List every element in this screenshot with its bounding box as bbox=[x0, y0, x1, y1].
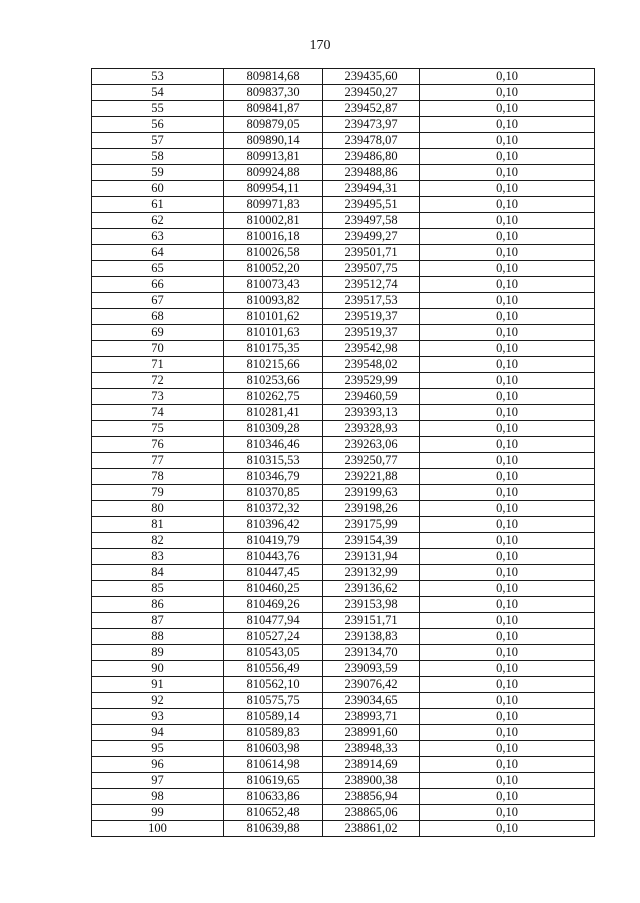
x-coordinate-cell: 810346,46 bbox=[224, 437, 323, 453]
table-row bbox=[92, 229, 595, 245]
y-coordinate-cell: 239501,71 bbox=[323, 245, 420, 261]
y-coordinate-cell: 239473,97 bbox=[323, 117, 420, 133]
accuracy-cell: 0,10 bbox=[420, 341, 595, 357]
page-number: 170 bbox=[309, 38, 331, 53]
table-row bbox=[92, 373, 595, 389]
y-coordinate-cell: 239134,70 bbox=[323, 645, 420, 661]
y-coordinate-cell: 239519,37 bbox=[323, 309, 420, 325]
y-coordinate-cell: 239512,74 bbox=[323, 277, 420, 293]
table-row bbox=[92, 245, 595, 261]
accuracy-cell: 0,10 bbox=[420, 229, 595, 245]
x-coordinate-cell: 810652,48 bbox=[224, 805, 323, 821]
accuracy-cell: 0,10 bbox=[420, 261, 595, 277]
y-coordinate-cell: 239393,13 bbox=[323, 405, 420, 421]
x-coordinate-cell: 810175,35 bbox=[224, 341, 323, 357]
table-row bbox=[92, 197, 595, 213]
accuracy-cell: 0,10 bbox=[420, 709, 595, 725]
coordinates-table bbox=[91, 68, 595, 837]
x-coordinate-cell: 810073,43 bbox=[224, 277, 323, 293]
x-coordinate-cell: 810460,25 bbox=[224, 581, 323, 597]
table-row bbox=[92, 325, 595, 341]
point-number-cell: 89 bbox=[92, 645, 224, 661]
x-coordinate-cell: 810543,05 bbox=[224, 645, 323, 661]
table-row bbox=[92, 613, 595, 629]
table-row bbox=[92, 629, 595, 645]
point-number-cell: 75 bbox=[92, 421, 224, 437]
x-coordinate-cell: 810469,26 bbox=[224, 597, 323, 613]
table-row bbox=[92, 309, 595, 325]
x-coordinate-cell: 810477,94 bbox=[224, 613, 323, 629]
x-coordinate-cell: 810002,81 bbox=[224, 213, 323, 229]
table-row bbox=[92, 117, 595, 133]
y-coordinate-cell: 238948,33 bbox=[323, 741, 420, 757]
accuracy-cell: 0,10 bbox=[420, 581, 595, 597]
table-row bbox=[92, 341, 595, 357]
accuracy-cell: 0,10 bbox=[420, 677, 595, 693]
table-row bbox=[92, 501, 595, 517]
x-coordinate-cell: 810443,76 bbox=[224, 549, 323, 565]
point-number-cell: 96 bbox=[92, 757, 224, 773]
point-number-cell: 77 bbox=[92, 453, 224, 469]
x-coordinate-cell: 810633,86 bbox=[224, 789, 323, 805]
table-row bbox=[92, 293, 595, 309]
y-coordinate-cell: 239494,31 bbox=[323, 181, 420, 197]
accuracy-cell: 0,10 bbox=[420, 309, 595, 325]
x-coordinate-cell: 810575,75 bbox=[224, 693, 323, 709]
accuracy-cell: 0,10 bbox=[420, 389, 595, 405]
point-number-cell: 67 bbox=[92, 293, 224, 309]
y-coordinate-cell: 239529,99 bbox=[323, 373, 420, 389]
point-number-cell: 54 bbox=[92, 85, 224, 101]
y-coordinate-cell: 239153,98 bbox=[323, 597, 420, 613]
table-row bbox=[92, 549, 595, 565]
point-number-cell: 59 bbox=[92, 165, 224, 181]
y-coordinate-cell: 239198,26 bbox=[323, 501, 420, 517]
accuracy-cell: 0,10 bbox=[420, 357, 595, 373]
accuracy-cell: 0,10 bbox=[420, 165, 595, 181]
point-number-cell: 88 bbox=[92, 629, 224, 645]
y-coordinate-cell: 238856,94 bbox=[323, 789, 420, 805]
point-number-cell: 68 bbox=[92, 309, 224, 325]
x-coordinate-cell: 810619,65 bbox=[224, 773, 323, 789]
accuracy-cell: 0,10 bbox=[420, 213, 595, 229]
x-coordinate-cell: 810281,41 bbox=[224, 405, 323, 421]
table-row bbox=[92, 405, 595, 421]
table-row bbox=[92, 757, 595, 773]
x-coordinate-cell: 810215,66 bbox=[224, 357, 323, 373]
x-coordinate-cell: 809814,68 bbox=[224, 69, 323, 85]
table-row bbox=[92, 773, 595, 789]
table-row bbox=[92, 709, 595, 725]
x-coordinate-cell: 810052,20 bbox=[224, 261, 323, 277]
table-row bbox=[92, 725, 595, 741]
x-coordinate-cell: 809971,83 bbox=[224, 197, 323, 213]
point-number-cell: 64 bbox=[92, 245, 224, 261]
accuracy-cell: 0,10 bbox=[420, 325, 595, 341]
table-row bbox=[92, 165, 595, 181]
table-row bbox=[92, 261, 595, 277]
accuracy-cell: 0,10 bbox=[420, 741, 595, 757]
y-coordinate-cell: 238900,38 bbox=[323, 773, 420, 789]
y-coordinate-cell: 239497,58 bbox=[323, 213, 420, 229]
y-coordinate-cell: 239519,37 bbox=[323, 325, 420, 341]
x-coordinate-cell: 810093,82 bbox=[224, 293, 323, 309]
table-row bbox=[92, 357, 595, 373]
table-row bbox=[92, 133, 595, 149]
accuracy-cell: 0,10 bbox=[420, 757, 595, 773]
table-row bbox=[92, 741, 595, 757]
y-coordinate-cell: 239450,27 bbox=[323, 85, 420, 101]
table-row bbox=[92, 581, 595, 597]
accuracy-cell: 0,10 bbox=[420, 693, 595, 709]
y-coordinate-cell: 239151,71 bbox=[323, 613, 420, 629]
table-row bbox=[92, 101, 595, 117]
y-coordinate-cell: 239263,06 bbox=[323, 437, 420, 453]
point-number-cell: 85 bbox=[92, 581, 224, 597]
table-row bbox=[92, 469, 595, 485]
accuracy-cell: 0,10 bbox=[420, 501, 595, 517]
point-number-cell: 81 bbox=[92, 517, 224, 533]
table-row bbox=[92, 597, 595, 613]
accuracy-cell: 0,10 bbox=[420, 469, 595, 485]
point-number-cell: 73 bbox=[92, 389, 224, 405]
x-coordinate-cell: 810589,83 bbox=[224, 725, 323, 741]
point-number-cell: 92 bbox=[92, 693, 224, 709]
x-coordinate-cell: 810603,98 bbox=[224, 741, 323, 757]
point-number-cell: 60 bbox=[92, 181, 224, 197]
y-coordinate-cell: 239076,42 bbox=[323, 677, 420, 693]
accuracy-cell: 0,10 bbox=[420, 277, 595, 293]
x-coordinate-cell: 810527,24 bbox=[224, 629, 323, 645]
accuracy-cell: 0,10 bbox=[420, 69, 595, 85]
x-coordinate-cell: 810101,63 bbox=[224, 325, 323, 341]
accuracy-cell: 0,10 bbox=[420, 453, 595, 469]
table-row bbox=[92, 789, 595, 805]
accuracy-cell: 0,10 bbox=[420, 149, 595, 165]
x-coordinate-cell: 810309,28 bbox=[224, 421, 323, 437]
y-coordinate-cell: 239486,80 bbox=[323, 149, 420, 165]
x-coordinate-cell: 810315,53 bbox=[224, 453, 323, 469]
table-row bbox=[92, 693, 595, 709]
table-row bbox=[92, 821, 595, 837]
point-number-cell: 87 bbox=[92, 613, 224, 629]
point-number-cell: 70 bbox=[92, 341, 224, 357]
point-number-cell: 69 bbox=[92, 325, 224, 341]
x-coordinate-cell: 810016,18 bbox=[224, 229, 323, 245]
accuracy-cell: 0,10 bbox=[420, 533, 595, 549]
x-coordinate-cell: 810447,45 bbox=[224, 565, 323, 581]
x-coordinate-cell: 809954,11 bbox=[224, 181, 323, 197]
table-row bbox=[92, 805, 595, 821]
table-row bbox=[92, 453, 595, 469]
x-coordinate-cell: 810614,98 bbox=[224, 757, 323, 773]
y-coordinate-cell: 238991,60 bbox=[323, 725, 420, 741]
point-number-cell: 91 bbox=[92, 677, 224, 693]
y-coordinate-cell: 239499,27 bbox=[323, 229, 420, 245]
accuracy-cell: 0,10 bbox=[420, 245, 595, 261]
point-number-cell: 55 bbox=[92, 101, 224, 117]
point-number-cell: 58 bbox=[92, 149, 224, 165]
y-coordinate-cell: 239131,94 bbox=[323, 549, 420, 565]
x-coordinate-cell: 810419,79 bbox=[224, 533, 323, 549]
y-coordinate-cell: 239517,53 bbox=[323, 293, 420, 309]
accuracy-cell: 0,10 bbox=[420, 517, 595, 533]
y-coordinate-cell: 239093,59 bbox=[323, 661, 420, 677]
table-row bbox=[92, 69, 595, 85]
accuracy-cell: 0,10 bbox=[420, 661, 595, 677]
accuracy-cell: 0,10 bbox=[420, 405, 595, 421]
accuracy-cell: 0,10 bbox=[420, 437, 595, 453]
point-number-cell: 95 bbox=[92, 741, 224, 757]
y-coordinate-cell: 239175,99 bbox=[323, 517, 420, 533]
point-number-cell: 84 bbox=[92, 565, 224, 581]
y-coordinate-cell: 239452,87 bbox=[323, 101, 420, 117]
x-coordinate-cell: 810253,66 bbox=[224, 373, 323, 389]
x-coordinate-cell: 810026,58 bbox=[224, 245, 323, 261]
accuracy-cell: 0,10 bbox=[420, 725, 595, 741]
x-coordinate-cell: 810262,75 bbox=[224, 389, 323, 405]
accuracy-cell: 0,10 bbox=[420, 101, 595, 117]
accuracy-cell: 0,10 bbox=[420, 805, 595, 821]
accuracy-cell: 0,10 bbox=[420, 117, 595, 133]
y-coordinate-cell: 238914,69 bbox=[323, 757, 420, 773]
y-coordinate-cell: 238993,71 bbox=[323, 709, 420, 725]
table-row bbox=[92, 389, 595, 405]
table-row bbox=[92, 421, 595, 437]
y-coordinate-cell: 239542,98 bbox=[323, 341, 420, 357]
accuracy-cell: 0,10 bbox=[420, 629, 595, 645]
table-row bbox=[92, 533, 595, 549]
y-coordinate-cell: 239488,86 bbox=[323, 165, 420, 181]
y-coordinate-cell: 239435,60 bbox=[323, 69, 420, 85]
point-number-cell: 56 bbox=[92, 117, 224, 133]
y-coordinate-cell: 238861,02 bbox=[323, 821, 420, 837]
x-coordinate-cell: 809924,88 bbox=[224, 165, 323, 181]
point-number-cell: 53 bbox=[92, 69, 224, 85]
x-coordinate-cell: 810346,79 bbox=[224, 469, 323, 485]
accuracy-cell: 0,10 bbox=[420, 821, 595, 837]
x-coordinate-cell: 810396,42 bbox=[224, 517, 323, 533]
table-row bbox=[92, 437, 595, 453]
x-coordinate-cell: 810556,49 bbox=[224, 661, 323, 677]
x-coordinate-cell: 809841,87 bbox=[224, 101, 323, 117]
point-number-cell: 80 bbox=[92, 501, 224, 517]
table-row bbox=[92, 213, 595, 229]
point-number-cell: 76 bbox=[92, 437, 224, 453]
point-number-cell: 62 bbox=[92, 213, 224, 229]
point-number-cell: 65 bbox=[92, 261, 224, 277]
x-coordinate-cell: 809879,05 bbox=[224, 117, 323, 133]
point-number-cell: 74 bbox=[92, 405, 224, 421]
point-number-cell: 83 bbox=[92, 549, 224, 565]
x-coordinate-cell: 810370,85 bbox=[224, 485, 323, 501]
y-coordinate-cell: 239136,62 bbox=[323, 581, 420, 597]
y-coordinate-cell: 239460,59 bbox=[323, 389, 420, 405]
point-number-cell: 82 bbox=[92, 533, 224, 549]
point-number-cell: 86 bbox=[92, 597, 224, 613]
accuracy-cell: 0,10 bbox=[420, 373, 595, 389]
x-coordinate-cell: 810101,62 bbox=[224, 309, 323, 325]
point-number-cell: 100 bbox=[92, 821, 224, 837]
x-coordinate-cell: 810639,88 bbox=[224, 821, 323, 837]
y-coordinate-cell: 239507,75 bbox=[323, 261, 420, 277]
accuracy-cell: 0,10 bbox=[420, 565, 595, 581]
x-coordinate-cell: 809890,14 bbox=[224, 133, 323, 149]
point-number-cell: 79 bbox=[92, 485, 224, 501]
accuracy-cell: 0,10 bbox=[420, 773, 595, 789]
accuracy-cell: 0,10 bbox=[420, 549, 595, 565]
accuracy-cell: 0,10 bbox=[420, 645, 595, 661]
accuracy-cell: 0,10 bbox=[420, 597, 595, 613]
point-number-cell: 71 bbox=[92, 357, 224, 373]
y-coordinate-cell: 239034,65 bbox=[323, 693, 420, 709]
table-row bbox=[92, 565, 595, 581]
y-coordinate-cell: 239154,39 bbox=[323, 533, 420, 549]
x-coordinate-cell: 810562,10 bbox=[224, 677, 323, 693]
table-row bbox=[92, 677, 595, 693]
point-number-cell: 99 bbox=[92, 805, 224, 821]
x-coordinate-cell: 809913,81 bbox=[224, 149, 323, 165]
table-row bbox=[92, 277, 595, 293]
point-number-cell: 61 bbox=[92, 197, 224, 213]
y-coordinate-cell: 239138,83 bbox=[323, 629, 420, 645]
point-number-cell: 90 bbox=[92, 661, 224, 677]
point-number-cell: 72 bbox=[92, 373, 224, 389]
y-coordinate-cell: 239250,77 bbox=[323, 453, 420, 469]
y-coordinate-cell: 239132,99 bbox=[323, 565, 420, 581]
y-coordinate-cell: 239495,51 bbox=[323, 197, 420, 213]
table-row bbox=[92, 517, 595, 533]
accuracy-cell: 0,10 bbox=[420, 789, 595, 805]
point-number-cell: 78 bbox=[92, 469, 224, 485]
point-number-cell: 66 bbox=[92, 277, 224, 293]
accuracy-cell: 0,10 bbox=[420, 133, 595, 149]
point-number-cell: 63 bbox=[92, 229, 224, 245]
accuracy-cell: 0,10 bbox=[420, 485, 595, 501]
table-row bbox=[92, 661, 595, 677]
y-coordinate-cell: 239328,93 bbox=[323, 421, 420, 437]
table-row bbox=[92, 85, 595, 101]
x-coordinate-cell: 810372,32 bbox=[224, 501, 323, 517]
table-row bbox=[92, 485, 595, 501]
table-row bbox=[92, 645, 595, 661]
point-number-cell: 57 bbox=[92, 133, 224, 149]
coordinates-table-body bbox=[92, 69, 595, 837]
y-coordinate-cell: 239199,63 bbox=[323, 485, 420, 501]
y-coordinate-cell: 238865,06 bbox=[323, 805, 420, 821]
point-number-cell: 98 bbox=[92, 789, 224, 805]
point-number-cell: 97 bbox=[92, 773, 224, 789]
accuracy-cell: 0,10 bbox=[420, 197, 595, 213]
accuracy-cell: 0,10 bbox=[420, 293, 595, 309]
accuracy-cell: 0,10 bbox=[420, 181, 595, 197]
point-number-cell: 94 bbox=[92, 725, 224, 741]
x-coordinate-cell: 809837,30 bbox=[224, 85, 323, 101]
accuracy-cell: 0,10 bbox=[420, 421, 595, 437]
point-number-cell: 93 bbox=[92, 709, 224, 725]
table-row bbox=[92, 149, 595, 165]
table-row bbox=[92, 181, 595, 197]
y-coordinate-cell: 239548,02 bbox=[323, 357, 420, 373]
y-coordinate-cell: 239478,07 bbox=[323, 133, 420, 149]
y-coordinate-cell: 239221,88 bbox=[323, 469, 420, 485]
accuracy-cell: 0,10 bbox=[420, 85, 595, 101]
accuracy-cell: 0,10 bbox=[420, 613, 595, 629]
x-coordinate-cell: 810589,14 bbox=[224, 709, 323, 725]
